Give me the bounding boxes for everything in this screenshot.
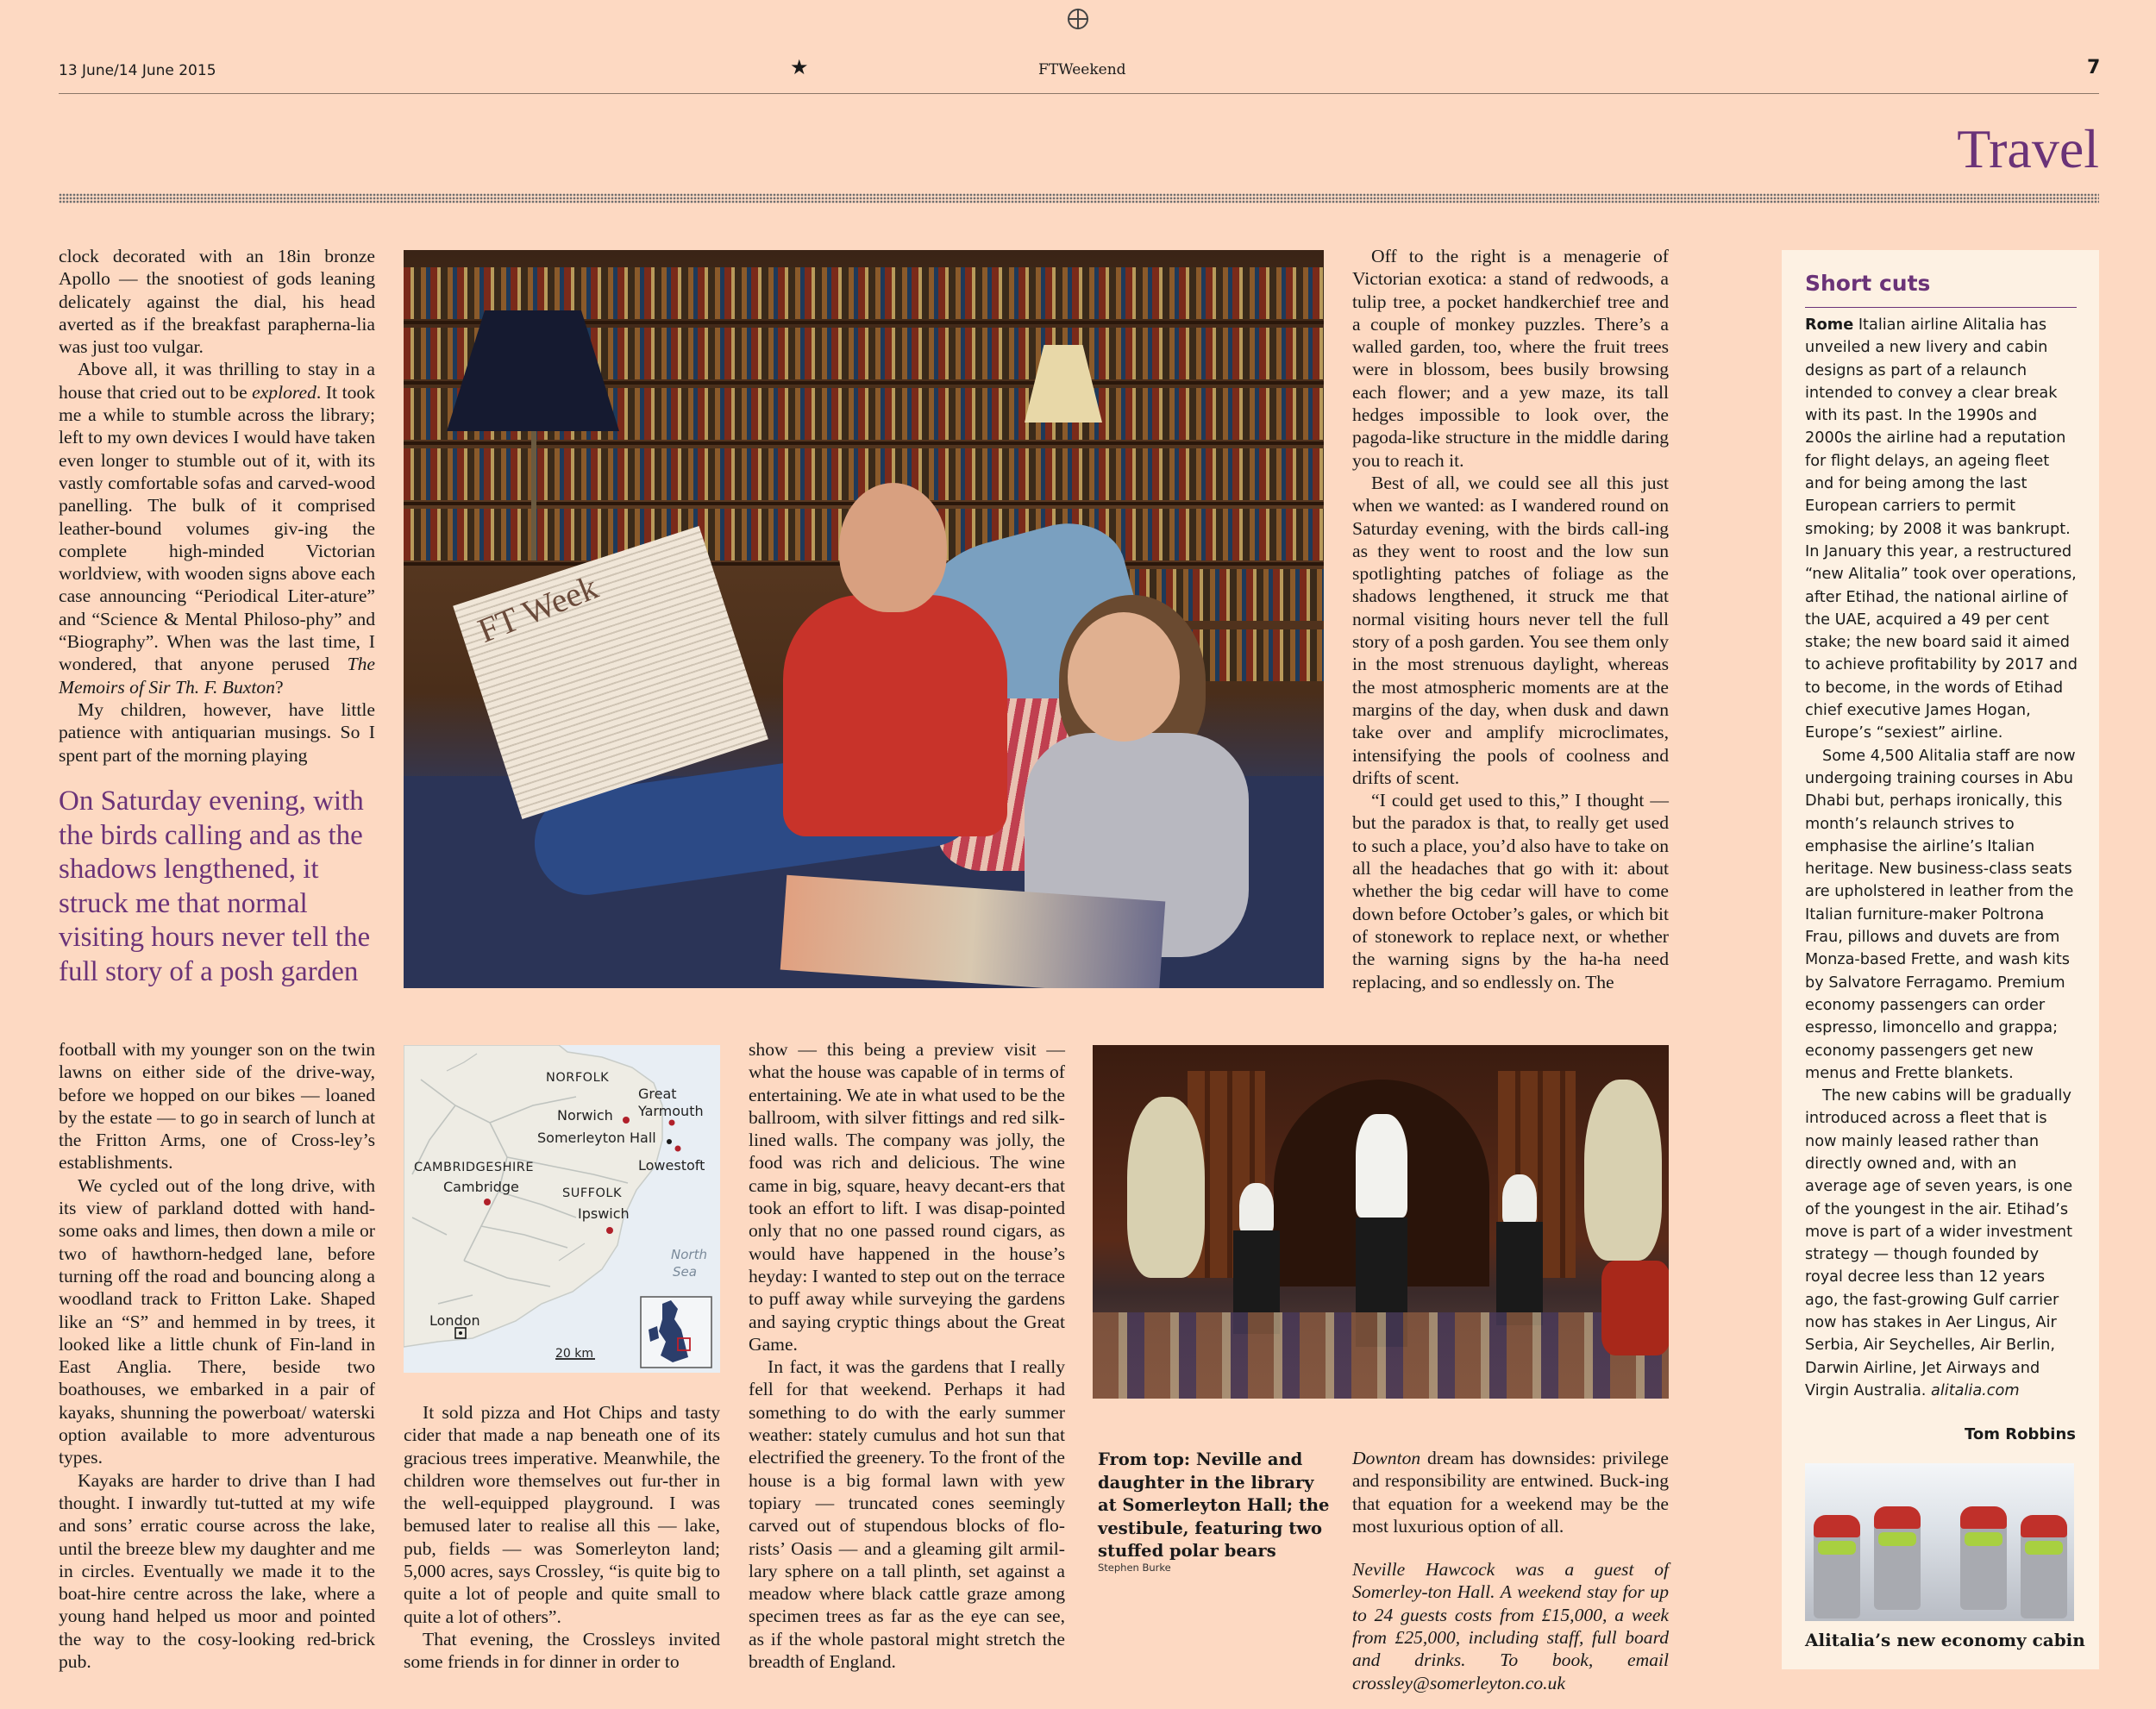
map-label-norwich: Norwich (557, 1107, 613, 1124)
map-label-sea: Sea (673, 1264, 697, 1280)
paragraph: It sold pizza and Hot Chips and tasty cider that made a nap beneath one of its gracious trees imperative. Meanwhile, the children wore themselves out fur-ther in the well-equipped playground. I was bemused later to realise all this — lake, pub, fields — was Somerleyton land; 5,000 acres, says Crossley, “is quite big to quite a lot of people and quite small to quite a lot of others”. (404, 1402, 720, 1627)
polar-bear (1584, 1080, 1662, 1261)
library-photo (404, 250, 1324, 988)
paragraph: Off to the right is a menagerie of Victorian exotica: a stand of redwoods, a tulip tree, a pocket handkerchief tree and a couple of monkey puzzles. There’s a walled garden, too, where the fruit trees were in blossom, bees busily browsing each flower; and a yew maze, its tall hedges impossible to look over, the pagoda-like structure in the middle daring you to reach it. (1352, 246, 1669, 471)
paragraph: The new cabins will be gradually introduced across a fleet that is now mainly leased rather than directly owned and, with an average age of seven years, is one of the youngest in the air. Etihad’s move is part of a wider investment strategy — though founded by royal decree less than 12 years ago, the fast-growing Gulf carrier now has stakes in Aer Lingus, Air Serbia, Air Seychelles, Air Berlin, Darwin Airline, Jet Airways and Virgin Australia. alitalia.com (1805, 1087, 2073, 1399)
location-map (404, 1045, 720, 1373)
issue-date: 13 June/14 June 2015 (59, 62, 216, 79)
sidebar-title: Short cuts (1805, 271, 1931, 296)
article-col1-bottom (59, 1038, 375, 1673)
author-note: Neville Hawcock was a guest of Somerley-ton Hall. A weekend stay for up to 24 guests costs from £15,000, a week from £25,000, including staff, full board and drinks. To book, email crossley@somerleyton.co.uk (1352, 1559, 1669, 1693)
paragraph: We cycled out of the long drive, with its view of parkland dotted with hand-some oaks and limes, then down a mile or two of hawthorn-hedged lane, before turning off the road and bouncing along a woodland track to Fritton Lake. Shaped like an “S” and hemmed in by trees, it looked like a little chunk of Fin-land in East Anglia. There, beside two boathouses, we embarked in a pair of kayaks, shunning the powerboat/ waterski option available to more adventurous types. (59, 1174, 375, 1468)
map-label-suffolk: SUFFOLK (562, 1186, 622, 1200)
header-rule (59, 93, 2099, 94)
map-label-north: North (671, 1247, 707, 1262)
cabin-photo (1805, 1463, 2074, 1621)
short-cuts-sidebar (1782, 250, 2099, 1669)
paragraph: Best of all, we could see all this just when we wanted: as I wandered round on Saturday evening, with the birds call-ing as they went to roost and the low sun spotlighting patches of foliage as the shadows lengthened, it struck me that normal visiting hours never tell the full story of a posh garden. You see them only in the most strenuous daylight, whereas the most atmospheric moments are at the margins of the day, when dusk and dawn take over and amplify microclimates, intensifying the pools of coolness and drifts of scent. (1352, 472, 1669, 788)
section-title: Travel (1957, 118, 2099, 179)
map-label-london: London (429, 1312, 480, 1329)
map-label-cambridge: Cambridge (443, 1179, 519, 1195)
photo-credit: Stephen Burke (1098, 1562, 1171, 1574)
article-col4-top (1352, 245, 1669, 993)
sidebar-rule (1805, 307, 2077, 308)
paragraph: football with my younger son on the twin lawns on either side of the drive-way, before we hopped on our bikes — loaned by the estate — to go in search of lunch at the Fritton Arms, one of Cross-ley’s establishments. (59, 1039, 375, 1174)
article-col3-bottom (749, 1038, 1065, 1673)
paragraph: show — this being a preview visit — what the house was capable of in terms of entertaining. We ate in what used to be the ballroom, with silver fittings and red silk-lined walls. The company was jolly, the food was rich and delicious. The wine came in big, square, heavy decant-ers that took an effort to lift. I was disap-pointed only that no one passed round cigars, as would have happened in the house’s heyday: I wanted to step out on the terrace to puff away while surveying the gardens and saying cryptic things about the Great Game. (749, 1039, 1065, 1355)
lamp-pole (531, 431, 536, 560)
paragraph: That evening, the Crossleys invited some friends in for dinner in order to (404, 1628, 720, 1673)
paragraph: Rome Italian airline Alitalia has unveiled a new livery and cabin designs as part of a relaunch intended to convey a clear break with its past. In the 1990s and 2000s the airline had a reputation for flight delays, an ageing fleet and for being among the last European carriers to permit smoking; by 2008 it was bankrupt. In January this year, a restructured “new Alitalia” took over operations, after Etihad, the national airline of the UAE, acquired a 49 per cent stake; the new board said it aimed to achieve profitability by 2017 and to become, in the words of Etihad chief executive James Hogan, Europe’s “sexiest” airline. (1805, 316, 2078, 742)
star-icon: ★ (790, 55, 809, 79)
vestibule-photo (1093, 1045, 1669, 1399)
article-col5-bottom (1352, 1447, 1669, 1694)
sidebar-author: Tom Robbins (1965, 1425, 2076, 1443)
map-label-norfolk: NORFOLK (546, 1071, 610, 1085)
sidebar-text (1805, 314, 2081, 1402)
photo-caption: From top: Neville and daughter in the library at Somerleyton Hall; the vestibule, featuring two stuffed polar bears (1098, 1449, 1330, 1561)
brand-name: FTWeekend (1038, 61, 1126, 78)
article-col2-bottom (404, 1401, 720, 1674)
map-label-cambridgeshire: CAMBRIDGESHIRE (414, 1161, 535, 1174)
map-scale: 20 km (555, 1347, 594, 1361)
paragraph: In fact, it was the gardens that I really fell for that weekend. Perhaps it had something to do with the early summer weather: stately cumulus and hot sun that electrified the greenery. To the front of the house is a big formal lawn with yew topiary — truncated cones seemingly carved out of stupendous blocks of flo-rists’ Oasis — and a gleaming gilt armil-lary sphere on a tall plinth, set against a meadow where black cattle graze among specimen trees as far as the eye can see, as if the whole pastoral might stretch the breadth of England. (749, 1356, 1065, 1673)
map-label-ipswich: Ipswich (578, 1205, 630, 1222)
map-label-lowestoft: Lowestoft (638, 1157, 705, 1174)
polar-bear (1127, 1097, 1205, 1278)
map-label-great: Great (638, 1086, 677, 1102)
paragraph: “I could get used to this,” I thought — but the paradox is that, to really get used to such a place, you’d also have to take on all the headaches that go with it: about whether the big cedar will have to come down before October’s gales, or which bit of stonework to replace next, or whether the warning signs by the ha-ha need replacing, and so endlessly on. The (1352, 790, 1669, 992)
page-number: 7 (2087, 57, 2101, 78)
article-col1-top (59, 245, 375, 767)
dotted-rule (59, 193, 2099, 203)
pull-quote: On Saturday evening, with the birds calling and as the shadows lengthened, it struck me that normal visiting hours never tell the full story of a posh garden (59, 786, 371, 987)
cabin-photo-caption: Alitalia’s new economy cabin (1805, 1630, 2085, 1650)
registration-mark-icon (1068, 9, 1088, 29)
paragraph: Kayaks are harder to drive than I had thought. I inwardly tut-tutted at my wife and sons’ erratic course across the lake, until the breeze blew my daughter and me in circles. Eventually we made it to the boat-hire centre across the lake, where a young hand helped us moor and pointed the way to the cosy-looking red-brick pub. (59, 1469, 375, 1673)
paragraph: clock decorated with an 18in bronze Apollo — the snootiest of gods leaning delicately against the dial, his head averted as if the breakfast parapherna-lia was just too vulgar. (59, 246, 375, 358)
paragraph: Downton dream has downsides: privilege and responsibility are entwined. Buck-ing that equation for a weekend may be the most luxurious option of all. (1352, 1448, 1669, 1537)
paragraph: My children, however, have little patience with antiquarian musings. So I spent part of the morning playing (59, 698, 375, 766)
map-label-somerleyton: Somerleyton Hall (537, 1130, 656, 1146)
paragraph: Some 4,500 Alitalia staff are now undergoing training courses in Abu Dhabi but, perhaps ironically, this month’s relaunch strives to emphasise the airline’s Italian heritage. New business-class seats are upholstered in leather from the Italian furniture-maker Poltrona Frau, pillows and duvets are from Monza-based Frette, and wash kits by Salvatore Ferragamo. Premium economy passengers can order espresso, limoncello and grappa; economy passengers get new menus and Frette blankets. (1805, 747, 2076, 1082)
paragraph: Above all, it was thrilling to stay in a house that cried out to be explored. It took me a while to stumble across the library; left to my own devices I would have taken even longer to stumble out of it, with its vastly comfortable sofas and carved-wood panelling. The bulk of it comprised leather-bound volumes giv-ing the complete high-minded Victorian worldview, with wooden signs above each case announcing “Periodical Liter-ature” and “Science & Mental Philoso-phy” and “Biography”. When was the last time, I wondered, that anyone perused The Memoirs of Sir Th. F. Buxton? (59, 359, 375, 698)
statue (1356, 1114, 1407, 1218)
map-label-yarmouth: Yarmouth (638, 1103, 704, 1119)
newspaper-masthead: FT Week (472, 567, 604, 651)
